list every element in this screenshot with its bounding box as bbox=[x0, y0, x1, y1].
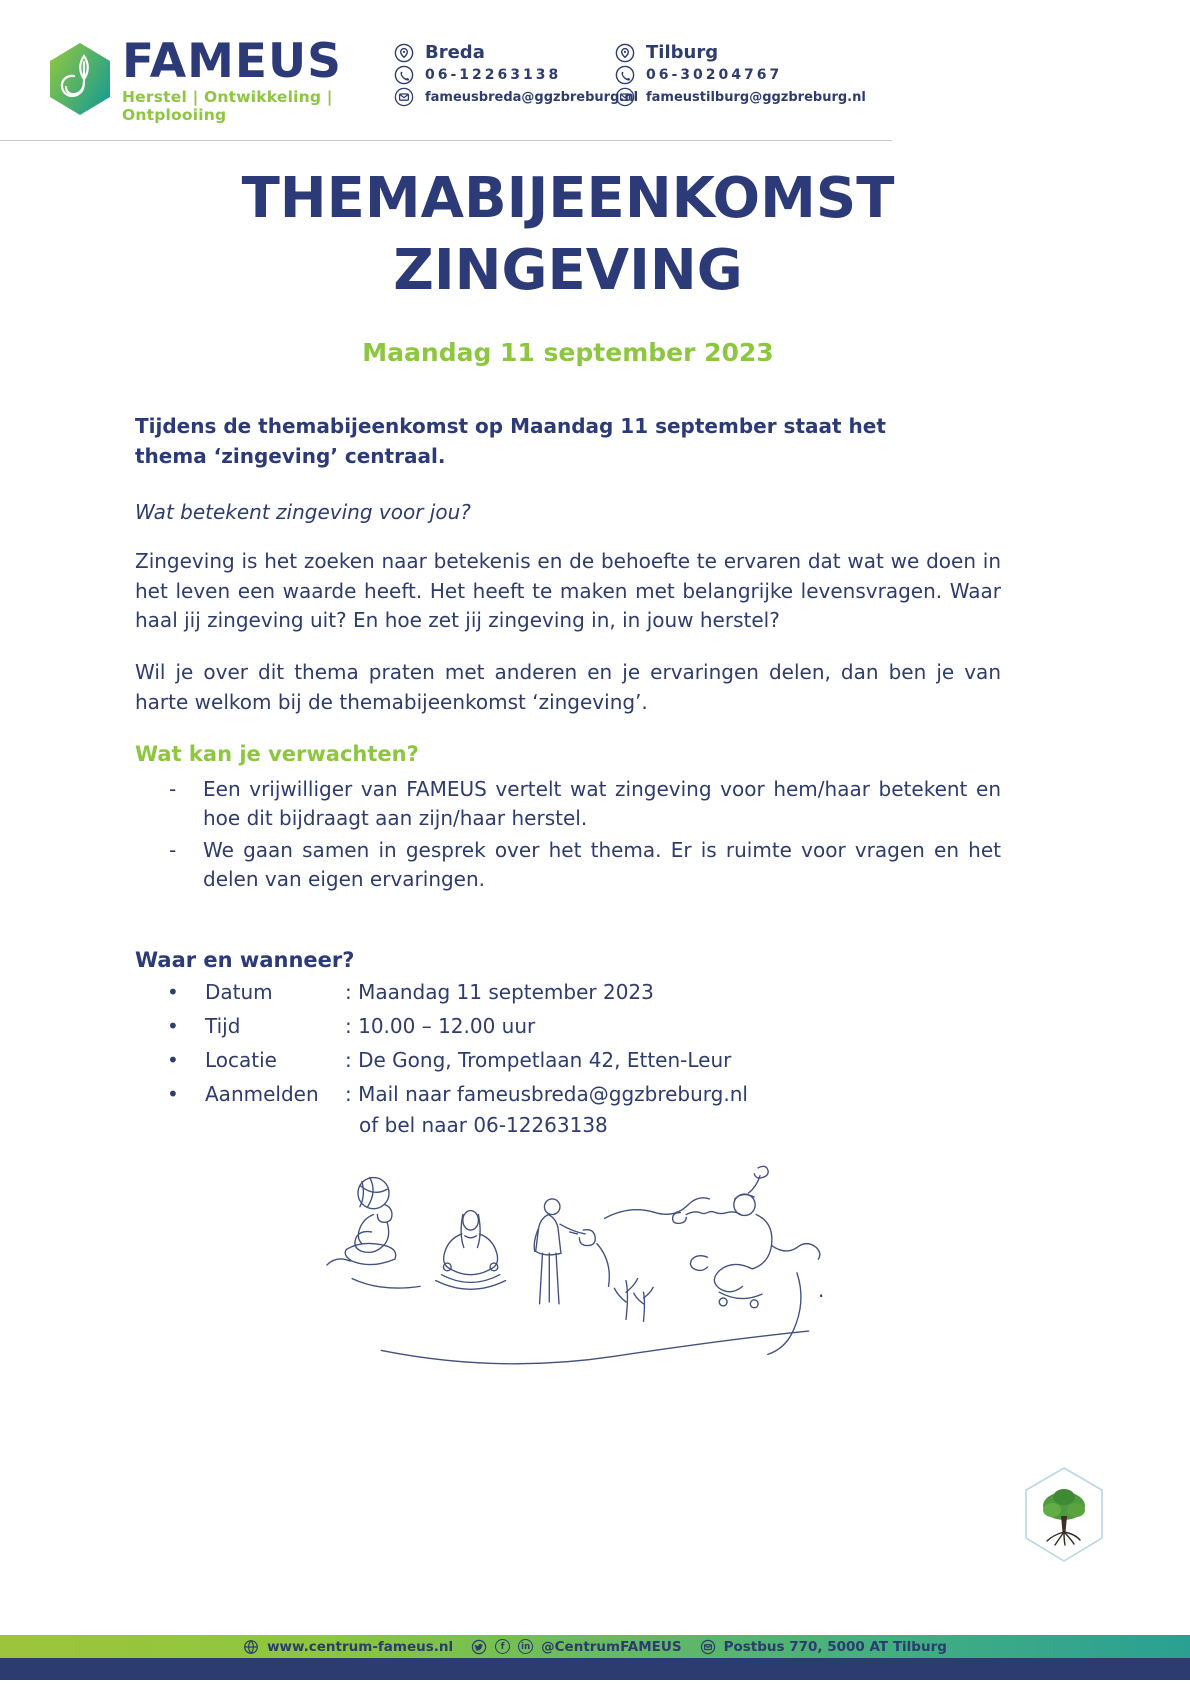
bullet-marker: • bbox=[167, 980, 179, 1005]
phone-number[interactable]: 06-12263138 bbox=[425, 67, 562, 83]
detail-row-aanmelden bbox=[135, 1080, 1001, 1109]
page-title bbox=[135, 163, 1001, 309]
detail-row-datum bbox=[135, 978, 1001, 1007]
twitter-icon bbox=[471, 1639, 487, 1655]
footer-navy-bar bbox=[0, 1658, 1190, 1680]
intro-paragraph: Tijdens de themabijeenkomst op Maandag 11 september staat het thema ‘zingeving’ centraal. bbox=[135, 414, 886, 469]
expect-heading: Wat kan je verwachten? bbox=[135, 742, 419, 767]
detail-value-line2: of bel naar 06-12263138 bbox=[359, 1113, 608, 1138]
detail-value: : Maandag 11 september 2023 bbox=[345, 980, 654, 1005]
paragraph-2: Wil je over dit thema praten met anderen en je ervaringen delen, dan ben je van harte welkom bij de themabijeenkomst ‘zingeving’. bbox=[135, 660, 1001, 714]
question-line: Wat betekent zingeving voor jou? bbox=[135, 500, 471, 525]
footer-social-handle: @CentrumFAMEUS bbox=[541, 1638, 682, 1655]
location-pin-icon bbox=[615, 43, 635, 63]
title-line-1: THEMABIJEENKOMST bbox=[241, 165, 895, 231]
header bbox=[0, 0, 1190, 124]
list-item bbox=[135, 775, 1001, 833]
header-divider bbox=[0, 140, 892, 141]
email-address[interactable]: fameustilburg@ggzbreburg.nl bbox=[646, 89, 866, 105]
brand-name: FAMEUS bbox=[122, 34, 342, 89]
detail-value[interactable]: : Mail naar fameusbreda@ggzbreburg.nl bbox=[345, 1082, 748, 1107]
list-item bbox=[135, 836, 1001, 894]
people-line-art-illustration bbox=[323, 1156, 1001, 1378]
email-address[interactable]: fameusbreda@ggzbreburg.nl bbox=[425, 89, 639, 105]
bullet-marker: • bbox=[167, 1014, 179, 1039]
detail-value: : De Gong, Trompetlaan 42, Etten-Leur bbox=[345, 1048, 732, 1073]
expect-list bbox=[135, 775, 1001, 894]
fameus-hexagon-feather-icon bbox=[48, 42, 112, 120]
linkedin-letters: in bbox=[521, 1641, 531, 1652]
stray-period: . bbox=[818, 1278, 825, 1302]
email-icon bbox=[394, 87, 414, 107]
content-column bbox=[135, 163, 1001, 1379]
city-name: Tilburg bbox=[646, 42, 719, 63]
phone-icon bbox=[615, 65, 635, 85]
event-date-heading: Maandag 11 september 2023 bbox=[362, 338, 774, 368]
paragraph-1: Zingeving is het zoeken naar betekenis en de behoefte te ervaren dat wat we doen in het leven een waarde heeft. Het heeft te maken met belangrijke levensvragen. Waar haal jij zingeving uit? En hoe zet jij zingeving in, in jouw herstel? bbox=[135, 549, 1001, 633]
tree-hexagon-badge-icon bbox=[1022, 1466, 1106, 1567]
phone-number[interactable]: 06-30204767 bbox=[646, 67, 783, 83]
dash-marker: - bbox=[169, 777, 177, 802]
city-name: Breda bbox=[425, 42, 485, 63]
title-line-2: ZINGEVING bbox=[393, 238, 743, 304]
detail-label: Locatie bbox=[205, 1048, 277, 1073]
detail-row-tijd bbox=[135, 1012, 1001, 1041]
footer-address: Postbus 770, 5000 AT Tilburg bbox=[723, 1638, 947, 1655]
facebook-icon bbox=[495, 1639, 510, 1654]
phone-icon bbox=[394, 65, 414, 85]
mail-icon bbox=[700, 1639, 716, 1655]
footer-info-bar bbox=[0, 1635, 1190, 1658]
brand-tagline: Herstel | Ontwikkeling | Ontplooiing bbox=[122, 87, 333, 124]
bullet-marker: • bbox=[167, 1048, 179, 1073]
event-details-list bbox=[135, 978, 1001, 1140]
email-icon bbox=[615, 87, 635, 107]
list-item-text: We gaan samen in gesprek over het thema. Er is ruimte voor vragen en het delen van eigen ervaringen. bbox=[203, 838, 1001, 892]
facebook-letter: f bbox=[500, 1641, 505, 1652]
list-item-text: Een vrijwilliger van FAMEUS vertelt wat zingeving voor hem/haar betekent en hoe dit bijdraagt aan zijn/haar herstel. bbox=[203, 777, 1001, 831]
detail-row-locatie bbox=[135, 1046, 1001, 1075]
fameus-logo bbox=[48, 34, 380, 124]
brand-text bbox=[122, 34, 380, 124]
footer-bottom-strip bbox=[0, 1680, 1190, 1684]
when-heading: Waar en wanneer? bbox=[135, 948, 355, 973]
detail-label: Datum bbox=[205, 980, 273, 1005]
detail-label: Aanmelden bbox=[205, 1082, 319, 1107]
bullet-marker: • bbox=[167, 1082, 179, 1107]
dash-marker: - bbox=[169, 838, 177, 863]
globe-icon bbox=[243, 1639, 259, 1655]
detail-value: : 10.00 – 12.00 uur bbox=[345, 1014, 536, 1039]
linkedin-icon bbox=[518, 1639, 533, 1654]
contact-block-tilburg bbox=[615, 42, 866, 109]
contact-block-breda bbox=[394, 42, 639, 109]
detail-label: Tijd bbox=[205, 1014, 241, 1039]
footer bbox=[0, 1635, 1190, 1684]
contact-area bbox=[394, 42, 866, 109]
location-pin-icon bbox=[394, 43, 414, 63]
footer-website[interactable]: www.centrum-fameus.nl bbox=[267, 1638, 454, 1655]
